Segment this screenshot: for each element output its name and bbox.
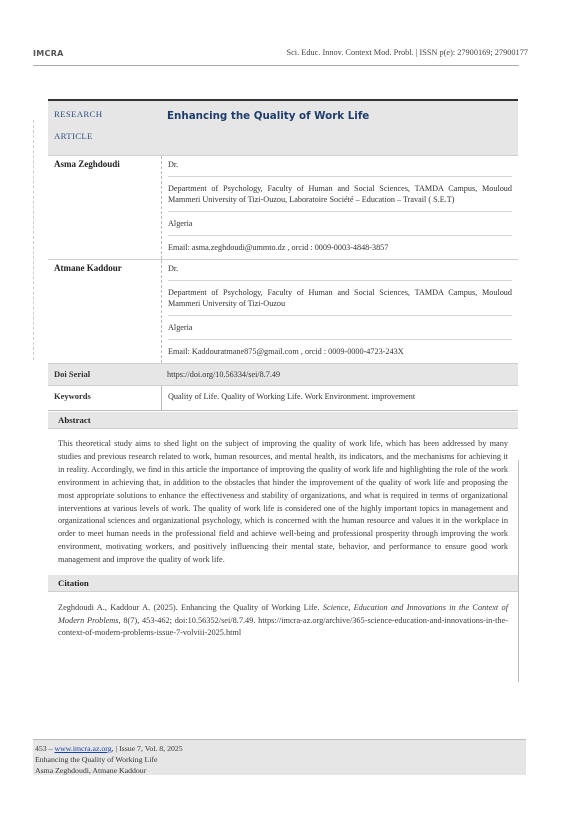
doi-label: Doi Serial <box>48 364 161 385</box>
citation-text <box>48 592 518 646</box>
citation-authors: Zeghdoudi A., Kaddour A. (2025). Enhancing the Quality of Working Life. <box>58 603 323 613</box>
journal-citation-line: Sci. Educ. Innov. Context Mod. Probl. | ISSN p(e): 27900169; 27900177 <box>286 48 528 57</box>
author-row <box>48 156 518 260</box>
author-affiliation: Department of Psychology, Faculty of Human and Social Sciences, TAMDA Campus, Mouloud Mammeri University of Tizi-Ouzou, Laboratoire Société – Education – Travail ( S.E.T) <box>168 177 512 212</box>
doi-row <box>48 364 518 386</box>
author-country: Algeria <box>168 316 512 340</box>
article-type <box>48 101 161 155</box>
author-affiliation: Department of Psychology, Faculty of Human and Social Sciences, TAMDA Campus, Mouloud Mammeri University of Tizi-Ouzou <box>168 281 512 316</box>
article-type-line2: ARTICLE <box>54 131 93 141</box>
citation-heading: Citation <box>48 575 518 592</box>
left-margin-mark <box>33 120 42 360</box>
author-degree: Dr. <box>168 156 512 177</box>
right-margin-rule <box>518 460 519 682</box>
article-type-line1: RESEARCH <box>54 109 103 119</box>
abstract-heading: Abstract <box>48 412 518 429</box>
keywords-label: Keywords <box>54 391 91 401</box>
author-row <box>48 260 518 364</box>
doi-link[interactable]: https://doi.org/10.56334/sei/8.7.49 <box>161 364 518 385</box>
running-header <box>33 48 528 62</box>
header-rule <box>33 65 519 66</box>
author-name: Atmane Kaddour <box>54 263 122 273</box>
author-email: Email: asma.zeghdoudi@ummto.dz , orcid : 0009-0003-4848-3857 <box>168 243 389 252</box>
abstract-text: This theoretical study aims to shed light on the subject of improving the quality of work life, which has been addressed by many studies and previous research related to work, human resources, and mental health, its indicators, and the mechanisms for achieving it in reality. Accordingly, we find in this article the importance of improving the quality of work life and highlighting the role of the work environment in achieving that, in addition to the obstacles that hinder the improvement of the quality of work life and proposing the most appropriate solutions to enhance the effectiveness and stability of organizations, and what is required in terms of organizational interventions at various levels of work. The quality of work life is considered one of the highly important topics in management and organizational sciences and organizational psychology, which is concerned with the human resource and values it in the workplace in order to meet human needs in the professional field and achieve well-being and professional prosperity through improving the work environment, motivating workers, and positively influencing their mental state, behavior, and performance to ensure good work management and improve the quality of work life. <box>58 439 508 565</box>
citation-journal: Science, Education and Innovations in the Context of Modern Problems <box>58 603 509 625</box>
citation-details: , 8(7), 453-462; doi:10.56352/sei/8.7.49. https://imcra-az.org/archive/365-science-education-and-innovations-in-the-context-of-modern-problems-issue-7-volviii-2025.html <box>58 615 508 638</box>
footer-authors: Asma Zeghdoudi, Atmane Kaddour <box>35 766 147 775</box>
keywords-value: Quality of Life. Quality of Working Life. Work Environment. improvement <box>161 386 518 410</box>
keywords-row <box>48 386 518 411</box>
article-info-table <box>48 99 518 646</box>
author-degree: Dr. <box>168 260 512 281</box>
author-details <box>161 156 518 259</box>
footer-issue: , | Issue 7, Vol. 8, 2025 <box>111 744 183 753</box>
author-email: Email: Kaddouratmane875@gmail.com , orcid : 0009-0000-4723-243X <box>168 347 404 356</box>
imcra-logo: IMCRA <box>33 49 64 58</box>
page-footer <box>33 739 526 775</box>
page-number: 453 – <box>35 744 55 753</box>
article-title: Enhancing the Quality of Work Life <box>161 101 518 155</box>
footer-line1 <box>35 743 526 754</box>
footer-title: Enhancing the Quality of Working Life <box>35 755 158 764</box>
author-details <box>161 260 518 363</box>
article-type-row <box>48 101 518 156</box>
author-name: Asma Zeghdoudi <box>54 159 120 169</box>
footer-site-link[interactable]: www.imcra.az.org <box>54 744 112 753</box>
author-country: Algeria <box>168 212 512 236</box>
